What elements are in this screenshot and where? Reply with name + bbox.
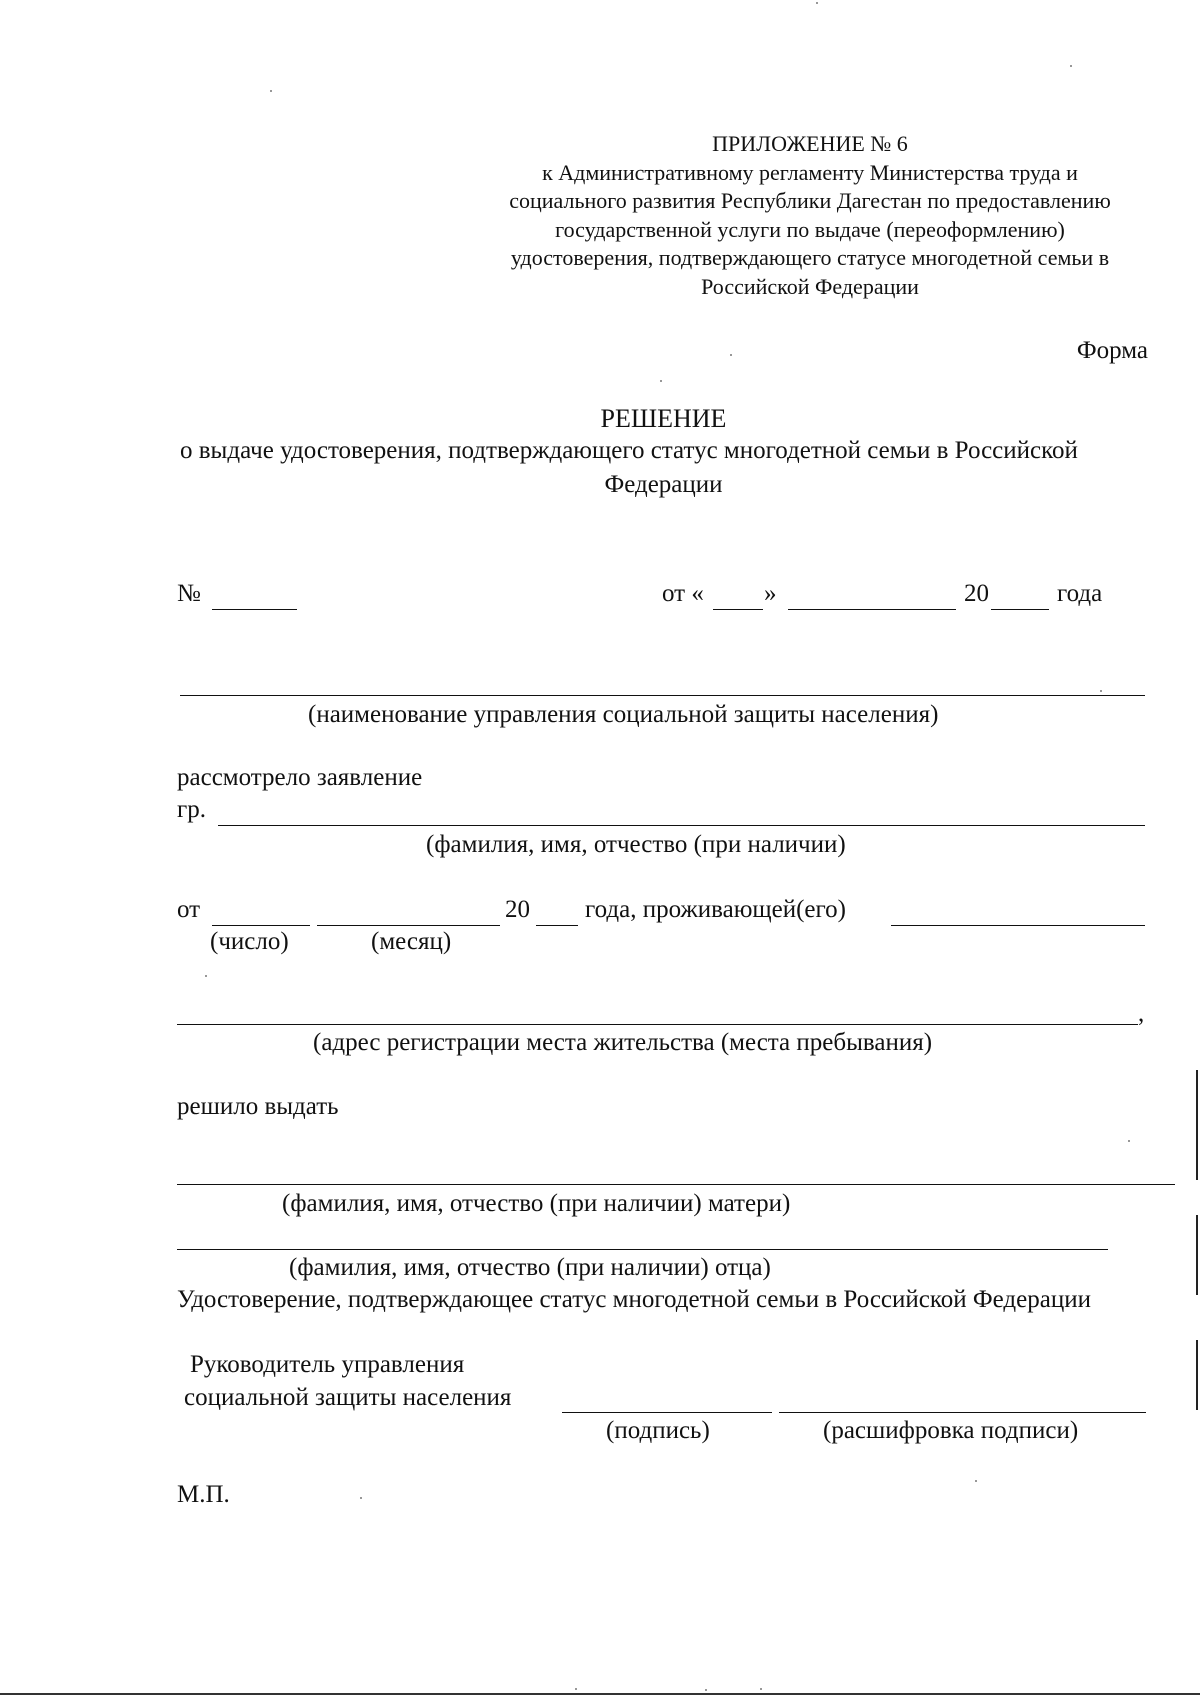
mother-fio-blank (177, 1184, 1175, 1185)
day-caption: (число) (210, 928, 289, 955)
residing-label: года, проживающей(его) (585, 896, 846, 923)
head-title-line1: Руководитель управления (190, 1351, 465, 1378)
annex-line: удостоверения, подтверждающего статусе многодетной семьи в (510, 245, 1110, 270)
mother-caption: (фамилия, имя, отчество (при наличии) матери) (282, 1190, 791, 1217)
scan-speck (575, 1688, 577, 1690)
day-blank (713, 609, 763, 610)
scan-speck (660, 380, 662, 382)
decoding-caption: (расшифровка подписи) (823, 1417, 1079, 1444)
signature-decoding-blank (779, 1412, 1146, 1413)
year-prefix-2: 20 (505, 896, 530, 923)
decision-subtitle-line1: о выдаче удостоверения, подтверждающего статус многодетной семьи в Российской (180, 437, 1078, 464)
scan-speck (705, 1689, 707, 1691)
scan-edge-mark (1196, 1215, 1198, 1295)
residing-blank (891, 925, 1145, 926)
scan-speck (975, 1480, 977, 1482)
number-label: № (177, 580, 201, 607)
annex-line: к Административному регламенту Министерства труда и (542, 159, 1078, 185)
year-prefix: 20 (964, 580, 989, 607)
scan-speck (360, 1497, 362, 1499)
month-name-blank (317, 925, 500, 926)
form-label: Форма (1076, 337, 1148, 364)
from-label: от (177, 896, 201, 923)
certificate-text: Удостоверение, подтверждающее статус многодетной семьи в Российской Федерации (177, 1286, 1091, 1313)
year-blank (991, 609, 1049, 610)
department-blank (180, 695, 1145, 696)
day-number-blank (212, 925, 310, 926)
address-blank (177, 1024, 1138, 1025)
date-close-quote: » (764, 580, 777, 607)
scan-speck (270, 90, 272, 92)
head-title-line2: социальной защиты населения (184, 1384, 512, 1411)
address-comma: , (1138, 1000, 1145, 1027)
father-caption: (фамилия, имя, отчество (при наличии) отца) (289, 1254, 771, 1281)
address-caption: (адрес регистрации места жительства (места пребывания) (313, 1029, 933, 1056)
scan-speck (205, 975, 207, 977)
scan-speck (816, 2, 818, 4)
decision-title: РЕШЕНИЕ (600, 404, 727, 433)
scan-edge-mark (1196, 1070, 1198, 1180)
annex-line: социального развития Республики Дагестан по предоставлению (509, 188, 1111, 213)
signature-caption: (подпись) (606, 1417, 710, 1444)
year-blank-2 (536, 925, 578, 926)
citizen-prefix: гр. (177, 796, 207, 823)
annex-line: Российской Федерации (701, 273, 919, 299)
fio-caption: (фамилия, имя, отчество (при наличии) (426, 831, 846, 858)
annex-header (470, 130, 1150, 301)
scan-speck (1070, 65, 1072, 67)
scan-bottom-edge (0, 1693, 1200, 1695)
citizen-fio-blank (218, 825, 1145, 826)
signature-blank (562, 1412, 772, 1413)
month-caption: (месяц) (371, 928, 452, 955)
stamp-label: М.П. (177, 1481, 230, 1508)
scan-edge-mark (1196, 1340, 1198, 1410)
scan-speck (760, 1688, 762, 1690)
year-suffix: года (1057, 580, 1103, 607)
scan-speck (730, 354, 732, 356)
scan-speck (1128, 1140, 1130, 1142)
number-blank (212, 609, 297, 610)
decision-subtitle-line2: Федерации (604, 471, 723, 498)
month-blank (788, 609, 956, 610)
father-fio-blank (177, 1249, 1108, 1250)
date-from-label: от « (662, 580, 704, 607)
annex-line: государственной услуги по выдаче (переоформлению) (555, 216, 1065, 242)
decided-label: решило выдать (177, 1093, 339, 1120)
annex-title: ПРИЛОЖЕНИЕ № 6 (712, 131, 908, 156)
reviewed-label: рассмотрело заявление (177, 764, 423, 791)
department-caption: (наименование управления социальной защиты населения) (308, 701, 939, 728)
scan-speck (1100, 690, 1102, 692)
